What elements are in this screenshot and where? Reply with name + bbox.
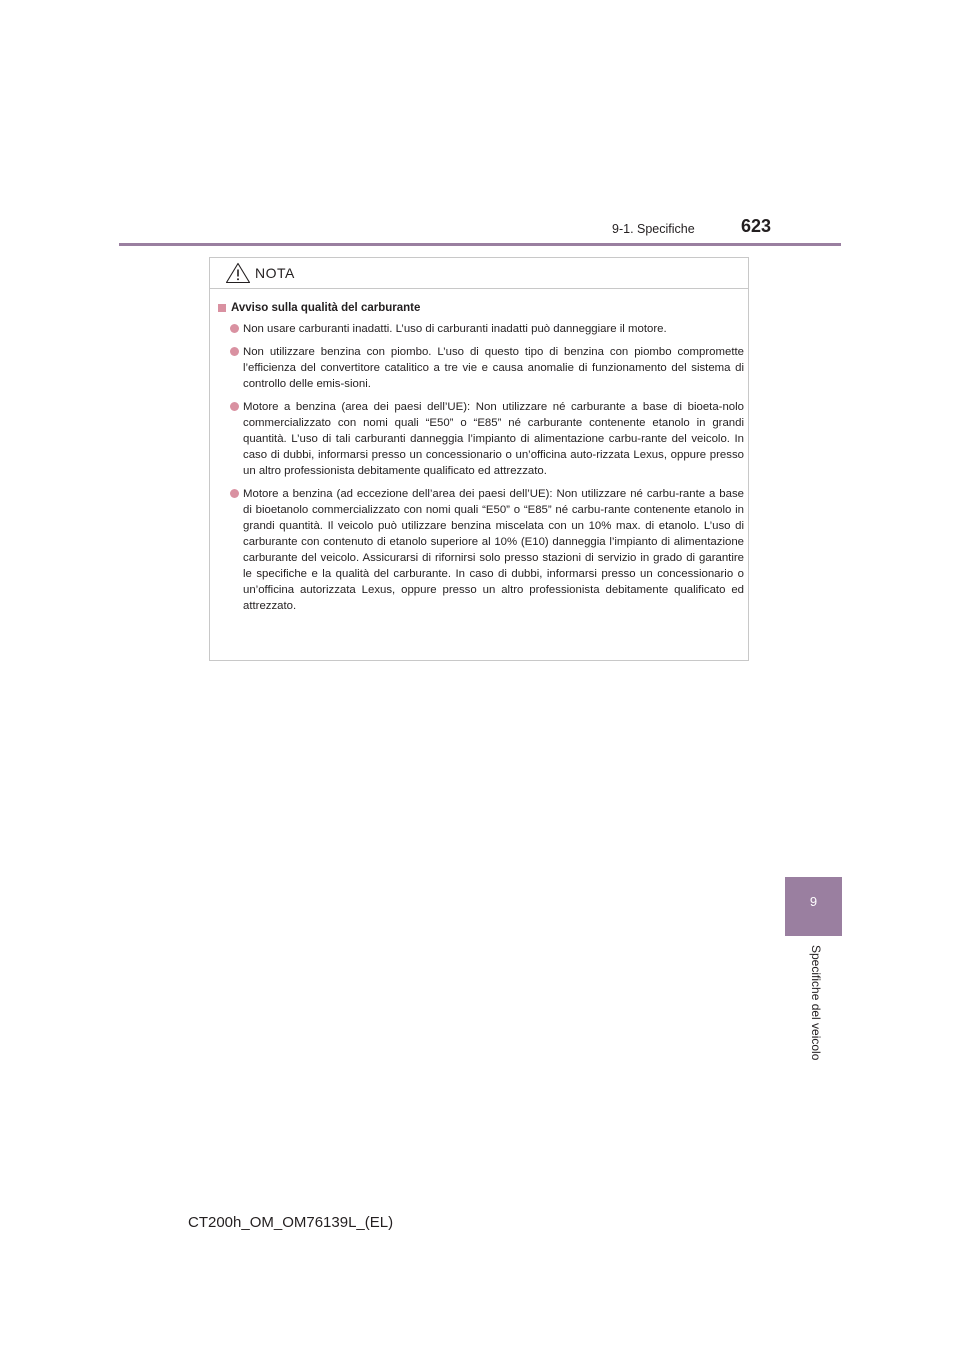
page-number: 623 (741, 216, 772, 236)
chapter-label: Specifiche del veicolo (809, 945, 823, 1061)
section-title: 9-1. Specifiche (612, 222, 695, 236)
list-item (217, 321, 744, 337)
list-item-text: Motore a benzina (ad eccezione dell’area dei paesi dell’UE): Non utilizzare né carbu-rante a base di bioetanolo commercializzato con nomi quali “E50” o “E85” né carbu-rante contenente etanolo in grandi quantità. Il veicolo può utilizzare benzina miscelata con un 10% max. di etanolo. L’uso di carburante con contenuto di etanolo superiore al 10% (E10) danneggia l’impianto di alimentazione carburante del veicolo. Assicurarsi di rifornirsi solo presso stazioni di servizio in grado di garantire le specifiche e la qualità del carburante. In caso di dubbi, informarsi presso un concessionario o un’officina autorizzata Lexus, oppure presso un altro professionista debitamente qualificato ed attrezzato. (243, 488, 744, 612)
bullet-dot-icon (230, 347, 239, 356)
bullet-dot-icon (230, 489, 239, 498)
document-code: CT200h_OM_OM76139L_(EL) (188, 1214, 394, 1231)
chapter-tab[interactable] (785, 877, 842, 936)
note-subheading (217, 302, 744, 314)
note-body (217, 302, 744, 614)
list-item (217, 344, 744, 392)
chapter-number: 9 (809, 894, 818, 909)
note-title: NOTA (255, 265, 295, 281)
warning-triangle-icon (225, 262, 251, 284)
bullet-dot-icon (230, 402, 239, 411)
square-bullet-icon (218, 304, 226, 312)
subheading-text: Avviso sulla qualità del carburante (231, 302, 421, 314)
bullet-dot-icon (230, 324, 239, 333)
list-item-text: Motore a benzina (area dei paesi dell’UE): Non utilizzare né carburante a base di bioeta-nolo commercializzato con nomi quali “E50” o “E85” né carburante contenente etanolo in grandi quantità. L’uso di tali carburanti danneggia l’impianto di alimentazione carbu-rante del veicolo. In caso di dubbi, informarsi presso un concessionario o un’officina auto-rizzata Lexus, oppure presso un altro professionista debitamente qualificato ed attrezzato. (243, 401, 744, 477)
list-item (217, 486, 744, 614)
list-item-text: Non utilizzare benzina con piombo. L’uso di questo tipo di benzina con piombo compromette l’efficienza del convertitore catalitico a tre vie e causa anomalie di funzionamento del sistema di controllo delle emis-sioni. (243, 346, 744, 390)
list-item (217, 399, 744, 479)
header-divider (119, 243, 841, 246)
note-header (210, 258, 748, 289)
list-item-text: Non usare carburanti inadatti. L’uso di carburanti inadatti può danneggiare il motore. (243, 323, 667, 335)
note-box (209, 257, 749, 661)
